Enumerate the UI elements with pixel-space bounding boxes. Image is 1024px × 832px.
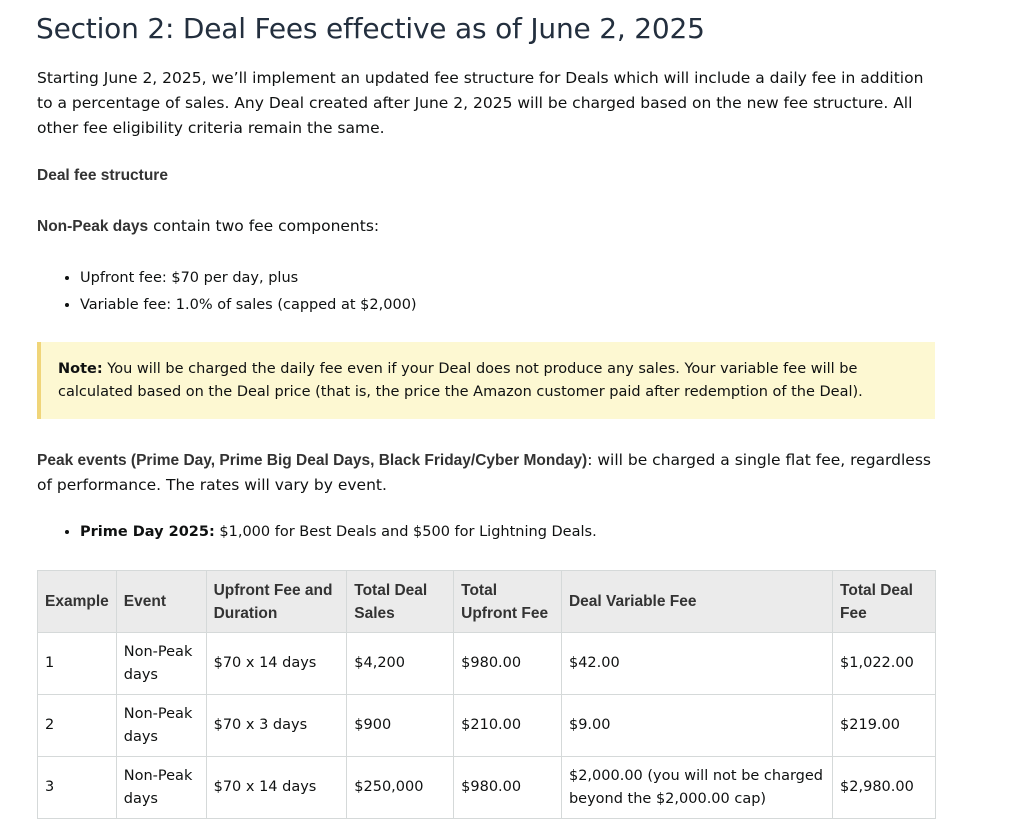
table-row	[38, 633, 936, 695]
fee-examples-table	[37, 570, 936, 819]
table-cell: $900	[347, 695, 454, 757]
column-header: Example	[38, 571, 117, 633]
non-peak-description	[37, 217, 379, 236]
table-cell: $70 x 3 days	[206, 695, 347, 757]
column-header: Upfront Fee and Duration	[206, 571, 347, 633]
list-item	[80, 520, 597, 544]
table-cell: $4,200	[347, 633, 454, 695]
note-text: You will be charged the daily fee even if your Deal does not produce any sales. Your variable fee will be calculated based on the Deal price (that is, the price the Amazon customer paid after redemption of the Deal).	[58, 361, 863, 400]
table-cell: $70 x 14 days	[206, 757, 347, 819]
table-cell: $210.00	[454, 695, 562, 757]
table-cell: $250,000	[347, 757, 454, 819]
table-cell: $9.00	[561, 695, 832, 757]
list-item: • Upfront fee: $70 per day, plus	[80, 265, 417, 292]
table-cell: $1,022.00	[833, 633, 936, 695]
column-header: Total Upfront Fee	[454, 571, 562, 633]
prime-day-text: $1,000 for Best Deals and $500 for Lightning Deals.	[214, 524, 597, 540]
list-item: • Variable fee: 1.0% of sales (capped at $2,000)	[80, 292, 417, 319]
table-cell: Non-Peak days	[116, 757, 206, 819]
table-cell: Non-Peak days	[116, 695, 206, 757]
table-row	[38, 757, 936, 819]
table-cell: $70 x 14 days	[206, 633, 347, 695]
table-cell: 2	[38, 695, 117, 757]
table-cell: $980.00	[454, 757, 562, 819]
note-label: Note:	[58, 361, 103, 377]
non-peak-label: Non-Peak days	[37, 218, 149, 235]
note-callout	[37, 342, 935, 419]
non-peak-fee-list	[61, 265, 417, 319]
table-row	[38, 695, 936, 757]
table-cell: $219.00	[833, 695, 936, 757]
non-peak-text: contain two fee components:	[148, 217, 380, 235]
column-header: Total Deal Sales	[347, 571, 454, 633]
column-header: Total Deal Fee	[833, 571, 936, 633]
peak-text: : will be charged a single flat fee, regardless of performance. The rates will vary by event.	[37, 451, 931, 494]
table-cell: $42.00	[561, 633, 832, 695]
table-cell: 3	[38, 757, 117, 819]
column-header: Deal Variable Fee	[561, 571, 832, 633]
intro-paragraph: Starting June 2, 2025, we’ll implement an updated fee structure for Deals which will include a daily fee in addition to a percentage of sales. Any Deal created after June 2, 2025 will be charged based on the new fee structure. All other fee eligibility criteria remain the same.	[37, 69, 924, 137]
table-cell: Non-Peak days	[116, 633, 206, 695]
table-cell: $2,000.00 (you will not be charged beyond the $2,000.00 cap)	[561, 757, 832, 819]
page-title: Section 2: Deal Fees effective as of June 2, 2025	[36, 12, 705, 45]
peak-fee-list	[61, 520, 597, 544]
table-header-row	[38, 571, 936, 633]
deal-fee-structure-heading: Deal fee structure	[37, 167, 168, 184]
prime-day-label: Prime Day 2025:	[80, 524, 215, 540]
table-cell: $2,980.00	[833, 757, 936, 819]
table-cell: 1	[38, 633, 117, 695]
peak-events-description	[37, 448, 947, 497]
table-cell: $980.00	[454, 633, 562, 695]
peak-label: Peak events (Prime Day, Prime Big Deal Days, Black Friday/Cyber Monday)	[37, 452, 588, 469]
column-header: Event	[116, 571, 206, 633]
